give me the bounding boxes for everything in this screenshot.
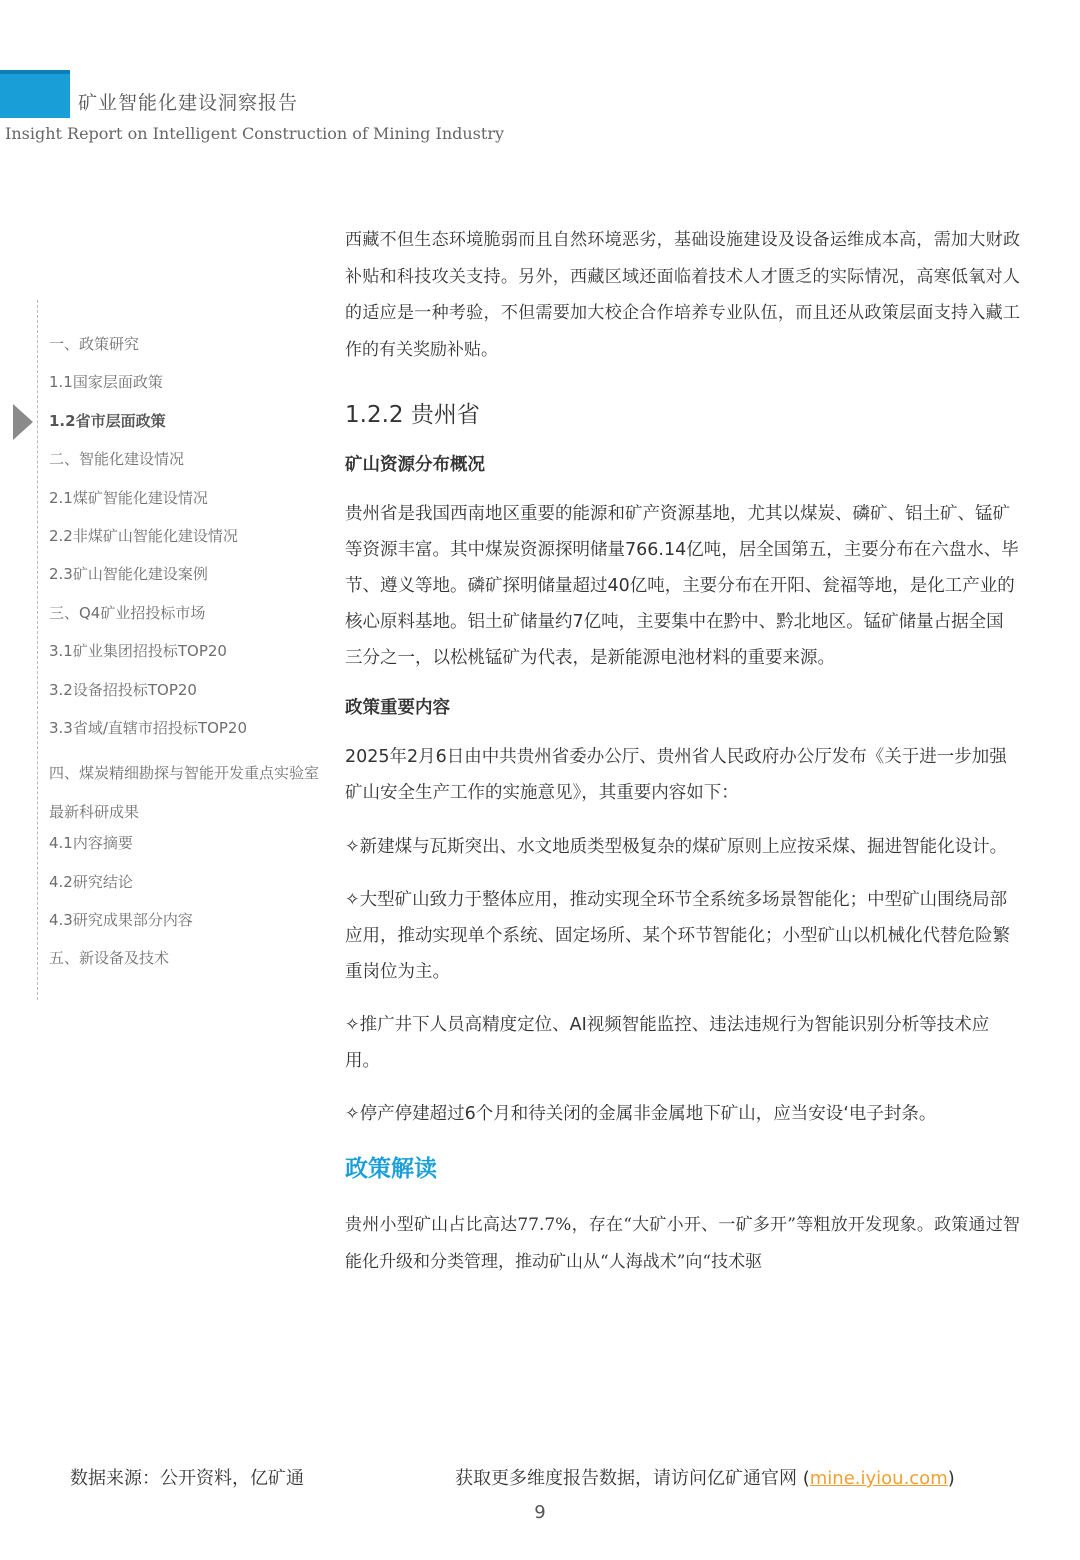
main-content	[345, 222, 1020, 1280]
header-accent-bar	[0, 70, 70, 118]
page-number: 9	[534, 1502, 546, 1523]
policy-heading: 政策重要内容	[345, 698, 450, 718]
toc-item[interactable]: 二、智能化建设情况	[49, 450, 185, 469]
website-link[interactable]: mine.iyiou.com	[809, 1468, 948, 1489]
data-source: 数据来源：公开资料，亿矿通	[70, 1468, 304, 1489]
toc-item[interactable]: 2.3矿山智能化建设案例	[49, 565, 208, 584]
resources-paragraph: 贵州省是我国西南地区重要的能源和矿产资源基地，尤其以煤炭、磷矿、铝土矿、锰矿等资源丰富。其中煤炭资源探明储量766.14亿吨，居全国第五，主要分布在六盘水、毕节、遵义等地。磷矿探明储量超过40亿吨，主要分布在开阳、瓮福等地，是化工产业的核心原料基地。铝土矿储量约7亿吨，主要集中在黔中、黔北地区。锰矿储量占据全国三分之一，以松桃锰矿为代表，是新能源电池材料的重要来源。	[345, 504, 1019, 668]
toc-item[interactable]: 3.2设备招投标TOP20	[49, 680, 197, 699]
toc-item[interactable]: 1.1国家层面政策	[49, 373, 163, 392]
toc-current-arrow-icon	[13, 404, 33, 440]
toc-item[interactable]: 四、煤炭精细勘探与智能开发重点实验室最新科研成果	[49, 764, 320, 821]
toc-item[interactable]: 3.1矿业集团招投标TOP20	[49, 642, 227, 661]
policy-bullet: ✧推广井下人员高精度定位、AI视频智能监控、违法违规行为智能识别分析等技术应用。	[345, 1015, 990, 1071]
footer-cta	[455, 1464, 955, 1490]
interpretation-paragraph: 贵州小型矿山占比高达77.7%，存在“大矿小开、一矿多开”等粗放开发现象。政策通过智能化升级和分类管理，推动矿山从“人海战术”向“技术驱	[345, 1215, 1020, 1272]
toc-item[interactable]: 3.3省域/直辖市招投标TOP20	[49, 718, 248, 737]
toc-item[interactable]: 2.2非煤矿山智能化建设情况	[49, 526, 238, 545]
toc-item[interactable]: 五、新设备及技术	[49, 949, 170, 968]
toc-item[interactable]: 4.1内容摘要	[49, 834, 133, 853]
resources-heading: 矿山资源分布概况	[345, 455, 485, 475]
policy-bullet: ✧停产停建超过6个月和待关闭的金属非金属地下矿山，应当安设‘电子封条。	[345, 1104, 937, 1124]
table-of-contents	[49, 332, 319, 985]
policy-bullet: ✧新建煤与瓦斯突出、水文地质类型极复杂的煤矿原则上应按采煤、掘进智能化设计。	[345, 837, 1008, 857]
intro-paragraph: 西藏不但生态环境脆弱而且自然环境恶劣，基础设施建设及设备运维成本高，需加大财政补贴和科技攻关支持。另外，西藏区域还面临着技术人才匮乏的实际情况，高寒低氧对人的适应是一种考验，不但需要加大校企合作培养专业队伍，而且还从政策层面支持入藏工作的有关奖励补贴。	[345, 230, 1020, 360]
header-accent-line	[0, 70, 70, 74]
toc-item-active[interactable]: 1.2省市层面政策	[49, 411, 166, 430]
footer-cta-close: )	[947, 1468, 955, 1489]
interpretation-heading: 政策解读	[345, 1156, 437, 1182]
toc-item[interactable]: 三、Q4矿业招投标市场	[49, 603, 206, 622]
policy-paragraph: 2025年2月6日由中共贵州省委办公厅、贵州省人民政府办公厅发布《关于进一步加强矿山安全生产工作的实施意见》，其重要内容如下：	[345, 747, 1007, 803]
footer-cta-text: 获取更多维度报告数据，请访问亿矿通官网 (	[455, 1468, 810, 1489]
report-subtitle: Insight Report on Intelligent Construction of Mining Industry	[5, 124, 504, 143]
toc-item[interactable]: 4.2研究结论	[49, 872, 133, 891]
report-title: 矿业智能化建设洞察报告	[78, 92, 299, 114]
toc-divider	[37, 300, 38, 1000]
toc-item[interactable]: 一、政策研究	[49, 335, 140, 353]
section-title: 1.2.2 贵州省	[345, 402, 480, 428]
toc-item[interactable]: 2.1煤矿智能化建设情况	[49, 488, 208, 507]
toc-item[interactable]: 4.3研究成果部分内容	[49, 910, 193, 929]
policy-bullet: ✧大型矿山致力于整体应用，推动实现全环节全系统多场景智能化；中型矿山围绕局部应用，推动实现单个系统、固定场所、某个环节智能化；小型矿山以机械化代替危险繁重岗位为主。	[345, 890, 1010, 982]
